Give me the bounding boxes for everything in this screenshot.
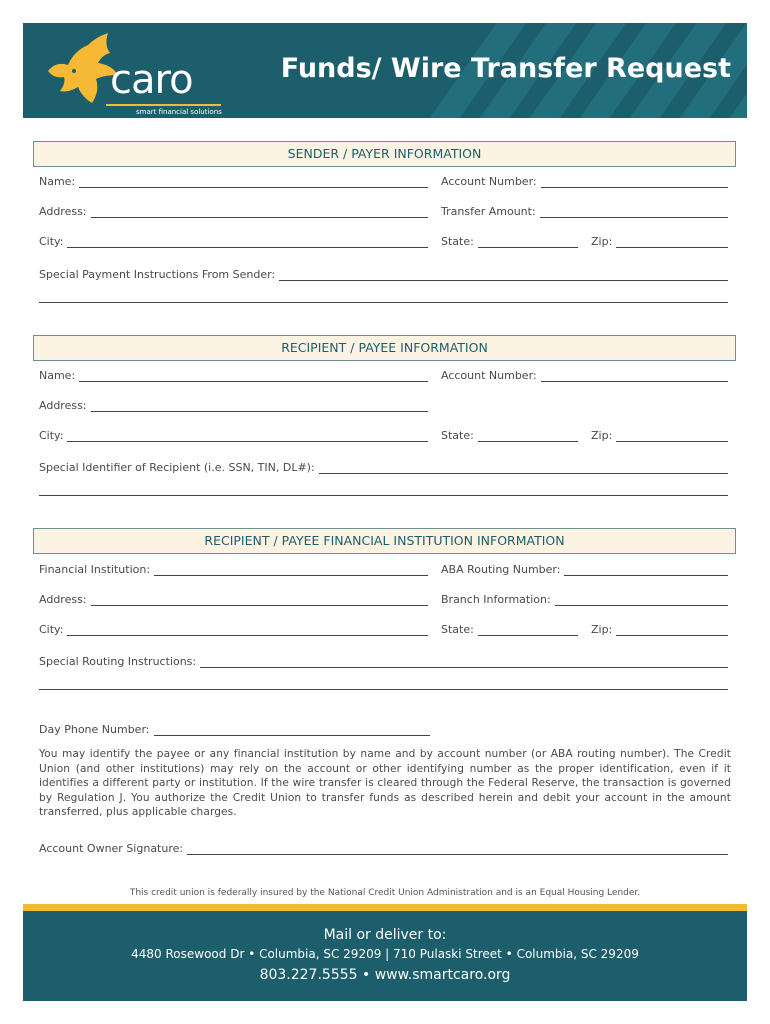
field-label: Special Identifier of Recipient (i.e. SSN, TIN, DL#): xyxy=(39,461,315,474)
logo-underline xyxy=(106,104,221,106)
field-label: ABA Routing Number: xyxy=(441,563,561,576)
mail-heading: Mail or deliver to: xyxy=(323,927,447,943)
sender-name-field[interactable] xyxy=(39,172,428,188)
input-line[interactable] xyxy=(616,430,728,442)
sender-account-field[interactable] xyxy=(441,172,728,188)
recipient-city-field[interactable] xyxy=(39,426,428,442)
field-label: City: xyxy=(39,623,64,636)
input-line[interactable] xyxy=(91,400,428,412)
institution-state-field[interactable] xyxy=(441,620,578,636)
recipient-account-field[interactable] xyxy=(441,366,728,382)
field-label: Branch Information: xyxy=(441,593,551,606)
field-label: State: xyxy=(441,623,474,636)
sender-state-field[interactable] xyxy=(441,232,578,248)
input-line[interactable] xyxy=(79,176,428,188)
logo-tagline: smart financial solutions xyxy=(136,108,222,116)
sender-zip-field[interactable] xyxy=(591,232,728,248)
institution-address-field[interactable] xyxy=(39,590,428,606)
header-banner xyxy=(23,23,747,118)
input-line[interactable] xyxy=(91,594,428,606)
sender-address-field[interactable] xyxy=(39,202,428,218)
recipient-state-field[interactable] xyxy=(441,426,578,442)
continuation-line[interactable] xyxy=(39,302,728,303)
input-line[interactable] xyxy=(540,206,728,218)
input-line[interactable] xyxy=(187,843,728,855)
institution-zip-field[interactable] xyxy=(591,620,728,636)
footer-gold-bar xyxy=(23,904,747,911)
continuation-line[interactable] xyxy=(39,689,728,690)
day-phone-field[interactable] xyxy=(39,720,430,736)
input-line[interactable] xyxy=(616,236,728,248)
input-line[interactable] xyxy=(478,624,578,636)
field-label: Special Routing Instructions: xyxy=(39,655,197,668)
field-label: Account Number: xyxy=(441,175,537,188)
input-line[interactable] xyxy=(541,370,728,382)
field-label: Financial Institution: xyxy=(39,563,151,576)
recipient-section-heading: RECIPIENT / PAYEE INFORMATION xyxy=(33,335,736,361)
input-line[interactable] xyxy=(91,206,428,218)
input-line[interactable] xyxy=(67,236,428,248)
authorization-paragraph: You may identify the payee or any financial institution by name and by account number (or ABA routing number). The Credit Union (and other institutions) may rely on the account or other identifying number as the proper identification, even if it identifies a different party or institution. If the wire transfer is cleared through the Federal Reserve, the transaction is governed by Regulation J. You authorize the Credit Union to transfer funds as described herein and debit your account in the amount transferred, plus applicable charges. xyxy=(39,748,731,819)
field-label: Address: xyxy=(39,205,87,218)
input-line[interactable] xyxy=(616,624,728,636)
institution-section-heading: RECIPIENT / PAYEE FINANCIAL INSTITUTION INFORMATION xyxy=(33,528,736,554)
sender-city-field[interactable] xyxy=(39,232,428,248)
input-line[interactable] xyxy=(478,430,578,442)
field-label: Zip: xyxy=(591,235,613,248)
input-line[interactable] xyxy=(478,236,578,248)
contact-info: 803.227.5555 • www.smartcaro.org xyxy=(259,967,511,983)
input-line[interactable] xyxy=(555,594,728,606)
input-line[interactable] xyxy=(154,564,428,576)
recipient-zip-field[interactable] xyxy=(591,426,728,442)
field-label: State: xyxy=(441,429,474,442)
special-routing-field[interactable] xyxy=(39,652,728,668)
input-line[interactable] xyxy=(541,176,728,188)
page-title: Funds/ Wire Transfer Request xyxy=(280,53,731,84)
institution-city-field[interactable] xyxy=(39,620,428,636)
input-line[interactable] xyxy=(564,564,728,576)
field-label: City: xyxy=(39,235,64,248)
field-label: Account Number: xyxy=(441,369,537,382)
caro-logo xyxy=(38,31,238,115)
field-label: Special Payment Instructions From Sender: xyxy=(39,268,276,281)
sender-special-instructions-field[interactable] xyxy=(39,265,728,281)
input-line[interactable] xyxy=(67,624,428,636)
field-label: Name: xyxy=(39,175,76,188)
aba-routing-field[interactable] xyxy=(441,560,728,576)
field-label: Address: xyxy=(39,399,87,412)
field-label: Account Owner Signature: xyxy=(39,842,184,855)
logo-wordmark: caro xyxy=(110,57,193,103)
branch-information-field[interactable] xyxy=(441,590,728,606)
continuation-line[interactable] xyxy=(39,495,728,496)
field-label: Transfer Amount: xyxy=(441,205,536,218)
mailing-addresses: 4480 Rosewood Dr • Columbia, SC 29209 | 710 Pulaski Street • Columbia, SC 29209 xyxy=(131,947,639,961)
input-line[interactable] xyxy=(319,462,728,474)
field-label: Day Phone Number: xyxy=(39,723,150,736)
field-label: Name: xyxy=(39,369,76,382)
sender-section-heading: SENDER / PAYER INFORMATION xyxy=(33,141,736,167)
recipient-name-field[interactable] xyxy=(39,366,428,382)
transfer-amount-field[interactable] xyxy=(441,202,728,218)
field-label: State: xyxy=(441,235,474,248)
field-label: Zip: xyxy=(591,429,613,442)
input-line[interactable] xyxy=(200,656,728,668)
field-label: City: xyxy=(39,429,64,442)
signature-field[interactable] xyxy=(39,839,728,855)
input-line[interactable] xyxy=(154,724,431,736)
field-label: Zip: xyxy=(591,623,613,636)
financial-institution-field[interactable] xyxy=(39,560,428,576)
field-label: Address: xyxy=(39,593,87,606)
input-line[interactable] xyxy=(279,269,728,281)
input-line[interactable] xyxy=(79,370,428,382)
ncua-disclaimer: This credit union is federally insured by the National Credit Union Administration and is an Equal Housing Lender. xyxy=(129,888,641,898)
input-line[interactable] xyxy=(67,430,428,442)
recipient-special-identifier-field[interactable] xyxy=(39,458,728,474)
footer-banner xyxy=(23,911,747,1001)
recipient-address-field[interactable] xyxy=(39,396,428,412)
